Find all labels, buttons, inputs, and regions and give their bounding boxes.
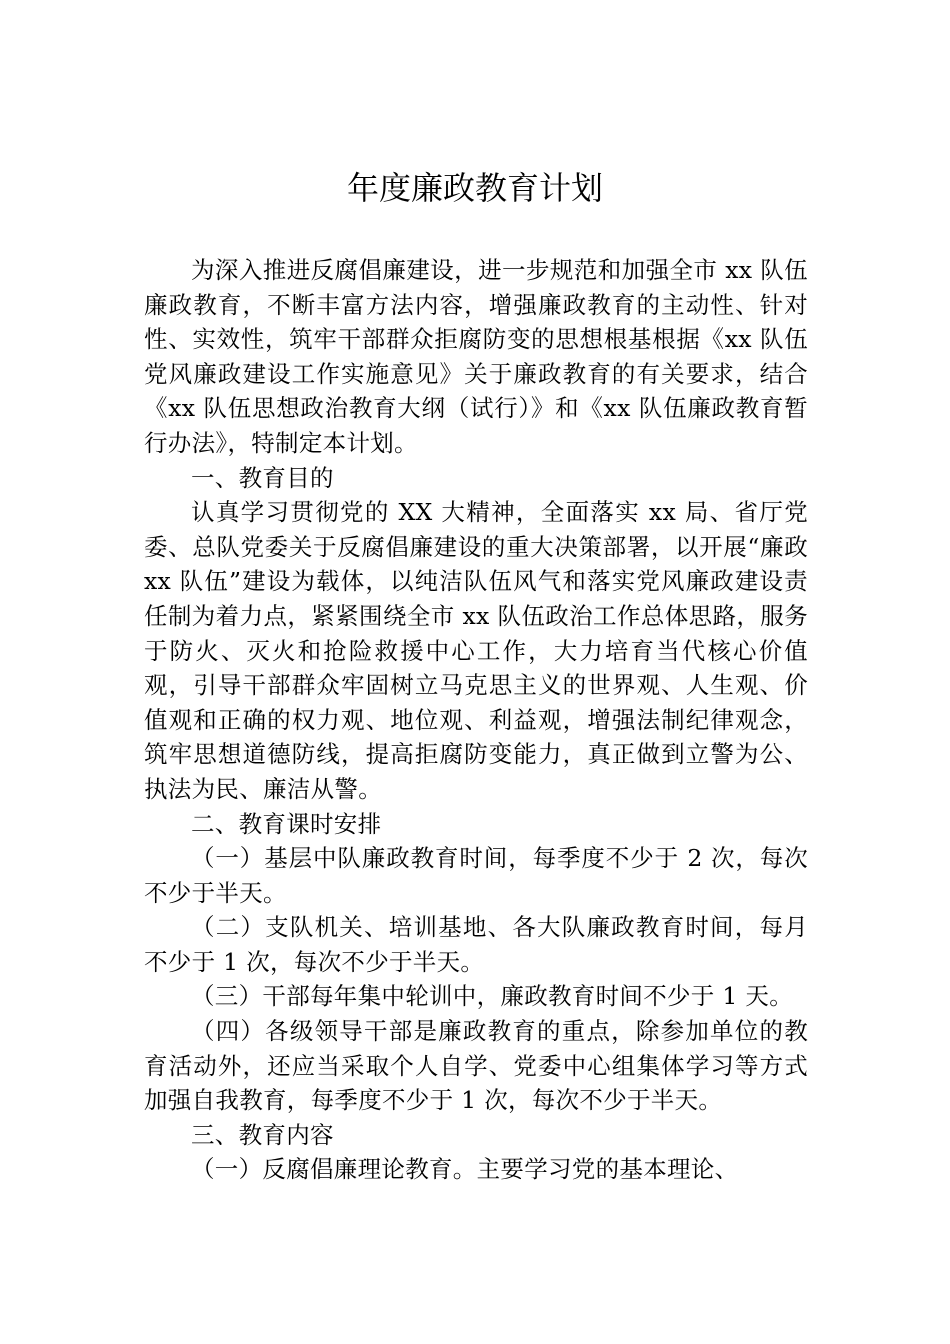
content-item-1: （一）反腐倡廉理论教育。主要学习党的基本理论、	[191, 1155, 739, 1184]
schedule-item-1: （一）基层中队廉政教育时间，每季度不少于 2 次，每次不少于半天。	[144, 844, 808, 907]
schedule-item-2: （二）支队机关、培训基地、各大队廉政教育时间，每月不少于 1 次，每次不少于半天。	[144, 913, 808, 976]
schedule-item-3: （三）干部每年集中轮训中，廉政教育时间不少于 1 天。	[191, 982, 793, 1011]
schedule-item-4: （四）各级领导干部是廉政教育的重点，除参加单位的教育活动外，还应当采取个人自学、党委中心组集体学习等方式加强自我教育，每季度不少于 1 次，每次不少于半天。	[144, 1017, 808, 1115]
section-heading-content: 三、教育内容	[191, 1120, 334, 1149]
document-body	[144, 253, 808, 1187]
document-title: 年度廉政教育计划	[346, 169, 603, 207]
objective-paragraph: 认真学习贯彻党的 XX 大精神，全面落实 xx 局、省厅党委、总队党委关于反腐倡廉建设的重大决策部署，以开展“廉政 xx 队伍”建设为载体，以纯洁队伍风气和落实党风廉政建设责任制为着力点，紧紧围绕全市 xx 队伍政治工作总体思路，服务于防火、灭火和抢险救援中心工作，大力培育当代核心价值观，引导干部群众牢固树立马克思主义的世界观、人生观、价值观和正确的权力观、地位观、利益观，增强法制纪律观念，筑牢思想道德防线，提高拒腐防变能力，真正做到立警为公、执法为民、廉洁从警。	[144, 498, 808, 803]
section-heading-objective: 一、教育目的	[191, 463, 334, 492]
section-heading-schedule: 二、教育课时安排	[191, 809, 382, 838]
intro-paragraph: 为深入推进反腐倡廉建设，进一步规范和加强全市 xx 队伍廉政教育，不断丰富方法内容，增强廉政教育的主动性、针对性、实效性，筑牢干部群众拒腐防变的思想根基根据《xx 队伍党风廉政建设工作实施意见》关于廉政教育的有关要求，结合《xx 队伍思想政治教育大纲（试行）》和《xx 队伍廉政教育暂行办法》，特制定本计划。	[144, 256, 808, 457]
